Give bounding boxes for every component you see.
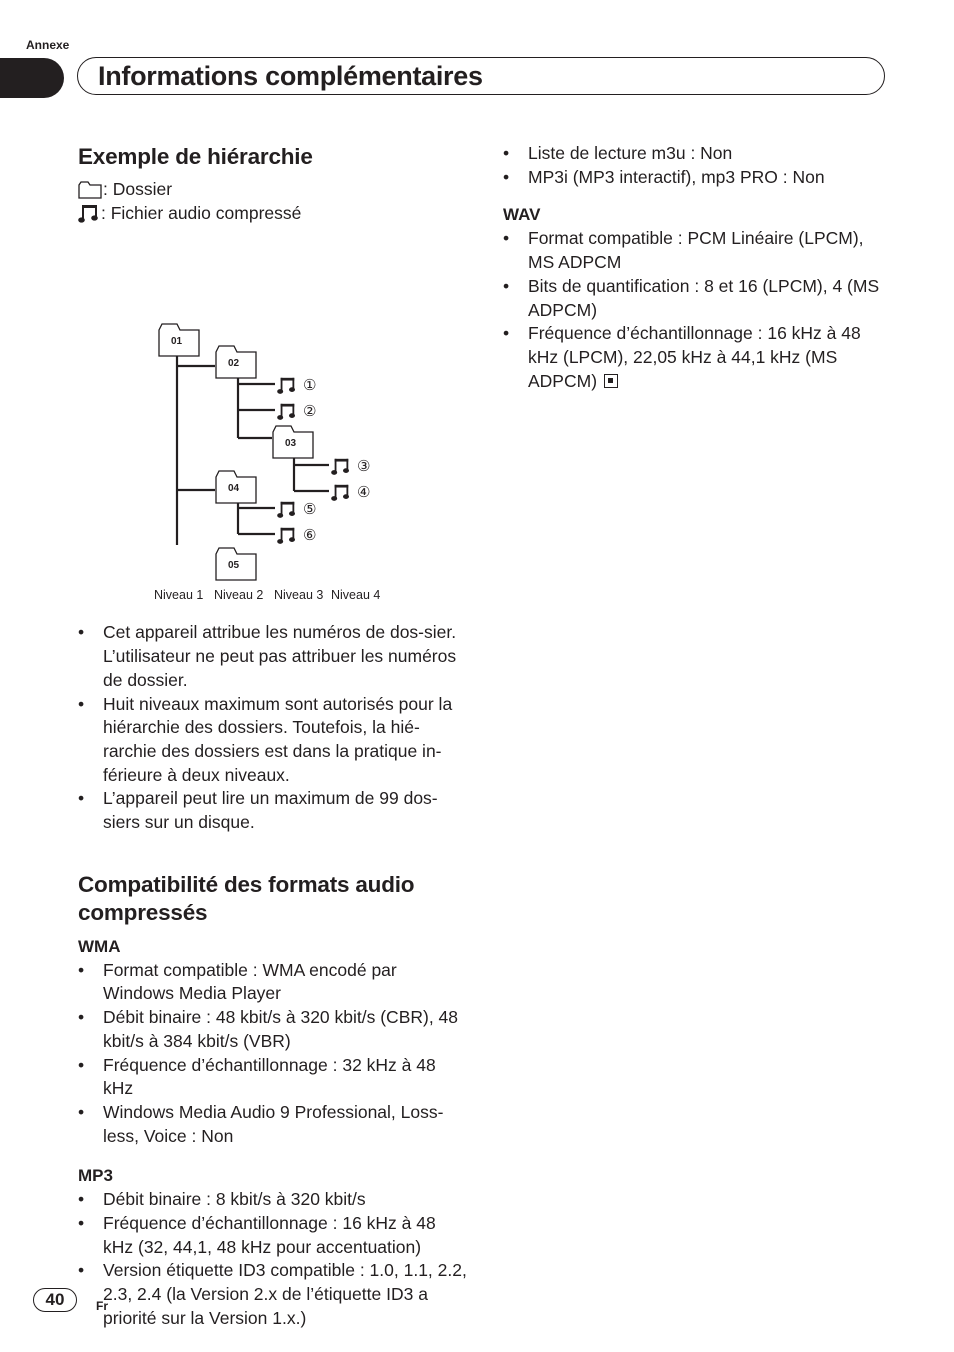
wav-list	[503, 227, 893, 393]
list-item: • MP3i (MP3 interactif), mp3 PRO : Non	[503, 166, 893, 190]
right-column	[503, 142, 893, 393]
legend-folder-label: : Dossier	[103, 179, 173, 199]
list-item: • L’appareil peut lire un maximum de 99 dos-siers sur un disque.	[78, 787, 468, 834]
hierarchy-notes	[78, 621, 468, 834]
language-code: Fr	[96, 1299, 108, 1313]
wma-list	[78, 959, 468, 1149]
list-item: • Format compatible : WMA encodé par Windows Media Player	[78, 959, 468, 1006]
level-label-3: Niveau 3	[274, 588, 324, 603]
tree-file-1	[277, 374, 316, 398]
folder-icon	[78, 181, 102, 199]
tree-folder-02-label: 02	[228, 358, 240, 370]
music-note-icon	[331, 483, 351, 503]
section-tab	[0, 58, 64, 98]
list-item: • Fréquence d’échantillonnage : 32 kHz à 48 kHz	[78, 1054, 468, 1101]
list-item: • Cet appareil attribue les numéros de dos-sier. L’utilisateur ne peut pas attribuer les numéros de dossier.	[78, 621, 468, 692]
page-number: 40	[33, 1288, 77, 1312]
list-item: • Fréquence d’échantillonnage : 16 kHz à 48 kHz (32, 44,1, 48 kHz pour accentuation)	[78, 1212, 468, 1259]
list-item: • Liste de lecture m3u : Non	[503, 142, 893, 166]
level-label-4: Niveau 4	[331, 588, 381, 603]
tree-folder-01-label: 01	[171, 336, 183, 348]
music-note-icon	[331, 457, 351, 477]
tree-folder-05-label: 05	[228, 560, 240, 572]
tree-file-6-label: ⑥	[303, 527, 317, 545]
left-column	[78, 140, 468, 1331]
tree-folder-03-label: 03	[285, 438, 297, 450]
end-of-section-icon	[604, 374, 618, 388]
music-note-icon	[78, 204, 100, 224]
music-note-icon	[277, 376, 297, 396]
mp3-list-left	[78, 1188, 468, 1330]
tree-file-3-label: ③	[357, 458, 371, 476]
music-note-icon	[277, 526, 297, 546]
tree-folder-04-label: 04	[228, 483, 240, 495]
compat-heading: Compatibilité des formats audio compressés	[78, 871, 415, 925]
tree-file-4-label: ④	[357, 484, 371, 502]
list-item: • Huit niveaux maximum sont autorisés pour la hiérarchie des dossiers. Toutefois, la hié-rarchie des dossiers est dans la pratique in-férieure à deux niveaux.	[78, 693, 468, 788]
level-label-1: Niveau 1	[154, 588, 204, 603]
mp3-list-right	[503, 142, 893, 189]
tree-file-2	[277, 400, 316, 424]
list-item: • Version étiquette ID3 compatible : 1.0, 1.1, 2.2, 2.3, 2.4 (la Version 2.x de l’étiquette ID3 a priorité sur la Version 1.x.)	[78, 1259, 468, 1330]
tree-file-5	[277, 498, 316, 522]
tree-file-4	[331, 481, 370, 505]
section-label: Annexe	[26, 38, 70, 52]
legend-file-label: : Fichier audio compressé	[101, 202, 302, 223]
title-banner	[77, 57, 885, 95]
list-item: • Bits de quantification : 8 et 16 (LPCM), 4 (MS ADPCM)	[503, 275, 893, 322]
tree-file-3	[331, 455, 370, 479]
music-note-icon	[277, 402, 297, 422]
hierarchy-diagram	[78, 225, 468, 603]
legend-folder	[78, 178, 468, 202]
list-item: • Windows Media Audio 9 Professional, Loss-less, Voice : Non	[78, 1101, 468, 1148]
tree-file-5-label: ⑤	[303, 501, 317, 519]
page-title: Informations complémentaires	[98, 61, 483, 91]
list-item: • Débit binaire : 48 kbit/s à 320 kbit/s (CBR), 48 kbit/s à 384 kbit/s (VBR)	[78, 1006, 468, 1053]
mp3-heading: MP3	[78, 1166, 113, 1186]
tree-file-6	[277, 524, 316, 548]
hierarchy-heading: Exemple de hiérarchie	[78, 144, 313, 169]
tree-file-2-label: ②	[303, 403, 317, 421]
wma-heading: WMA	[78, 936, 121, 956]
list-item: • Débit binaire : 8 kbit/s à 320 kbit/s	[78, 1188, 468, 1212]
legend-file	[78, 202, 468, 226]
list-item-text: Fréquence d’échantillonnage : 16 kHz à 48 kHz (LPCM), 22,05 kHz à 44,1 kHz (MS ADPCM)	[528, 323, 861, 391]
list-item	[503, 322, 893, 393]
music-note-icon	[277, 500, 297, 520]
wav-heading: WAV	[503, 205, 541, 225]
list-item: • Format compatible : PCM Linéaire (LPCM), MS ADPCM	[503, 227, 893, 274]
tree-file-1-label: ①	[303, 377, 317, 395]
level-label-2: Niveau 2	[214, 588, 264, 603]
